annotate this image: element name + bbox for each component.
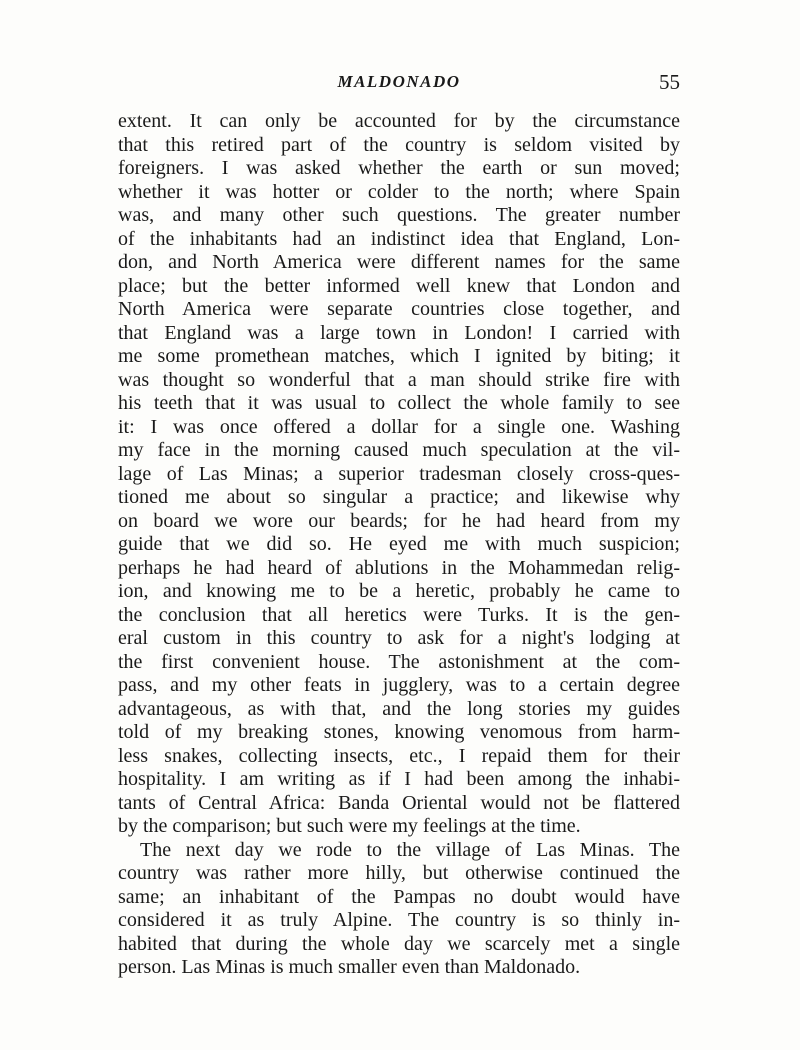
text-line: his teeth that it was usual to collect the whole family to see [118, 392, 680, 414]
text-line: me some promethean matches, which I ignited by biting; it [118, 345, 680, 367]
text-line: told of my breaking stones, knowing venomous from harm- [118, 721, 680, 743]
text-line: pass, and my other feats in jugglery, was to a certain degree [118, 674, 680, 696]
text-line: ion, and knowing me to be a heretic, probably he came to [118, 580, 680, 602]
text-line: lage of Las Minas; a superior tradesman closely cross-ques- [118, 462, 680, 485]
text-line: on board we wore our beards; for he had heard from my [118, 509, 680, 532]
paragraph [118, 839, 680, 980]
body-text [118, 110, 680, 980]
text-line: foreigners. I was asked whether the earth or sun moved; [118, 157, 680, 179]
text-line: place; but the better informed well knew that London and [118, 274, 680, 297]
text-line: my face in the morning caused much speculation at the vil- [118, 439, 680, 461]
text-line: that this retired part of the country is seldom visited by [118, 133, 680, 156]
text-line: don, and North America were different names for the same [118, 251, 680, 273]
text-line: eral custom in this country to ask for a night's lodging at [118, 627, 680, 649]
running-title: MALDONADO [337, 72, 461, 91]
text-line: guide that we did so. He eyed me with much suspicion; [118, 533, 680, 555]
paragraph [118, 110, 680, 839]
text-line: was, and many other such questions. The greater number [118, 204, 680, 226]
text-line: The next day we rode to the village of Las Minas. The [140, 838, 680, 861]
text-line: the first convenient house. The astonishment at the com- [118, 650, 680, 673]
running-head [118, 72, 680, 98]
text-line: habited that during the whole day we scarcely met a single [118, 932, 680, 955]
text-line: advantageous, as with that, and the long stories my guides [118, 697, 680, 720]
text-line: country was rather more hilly, but otherwise continued the [118, 862, 680, 884]
text-line: by the comparison; but such were my feelings at the time. [118, 815, 581, 837]
text-line: whether it was hotter or colder to the north; where Spain [118, 180, 680, 203]
text-line: was thought so wonderful that a man should strike fire with [118, 368, 680, 391]
text-line: that England was a large town in London! I carried with [118, 321, 680, 344]
text-line: person. Las Minas is much smaller even than Maldonado. [118, 956, 581, 978]
text-line: hospitality. I am writing as if I had been among the inhabi- [118, 768, 680, 790]
text-line: of the inhabitants had an indistinct idea that England, Lon- [118, 227, 680, 250]
text-line: perhaps he had heard of ablutions in the Mohammedan relig- [118, 556, 680, 579]
text-line: considered it as truly Alpine. The country is so thinly in- [118, 909, 680, 931]
text-line: less snakes, collecting insects, etc., I repaid them for their [118, 744, 680, 767]
text-line: extent. It can only be accounted for by the circumstance [118, 110, 680, 132]
text-line: the conclusion that all heretics were Turks. It is the gen- [118, 603, 680, 626]
text-line: tioned me about so singular a practice; and likewise why [118, 486, 680, 508]
text-line: same; an inhabitant of the Pampas no doubt would have [118, 885, 680, 908]
text-line: tants of Central Africa: Banda Oriental would not be flattered [118, 791, 680, 814]
text-line: it: I was once offered a dollar for a single one. Washing [118, 415, 680, 438]
page-number: 55 [659, 70, 680, 94]
text-line: North America were separate countries close together, and [118, 298, 680, 320]
